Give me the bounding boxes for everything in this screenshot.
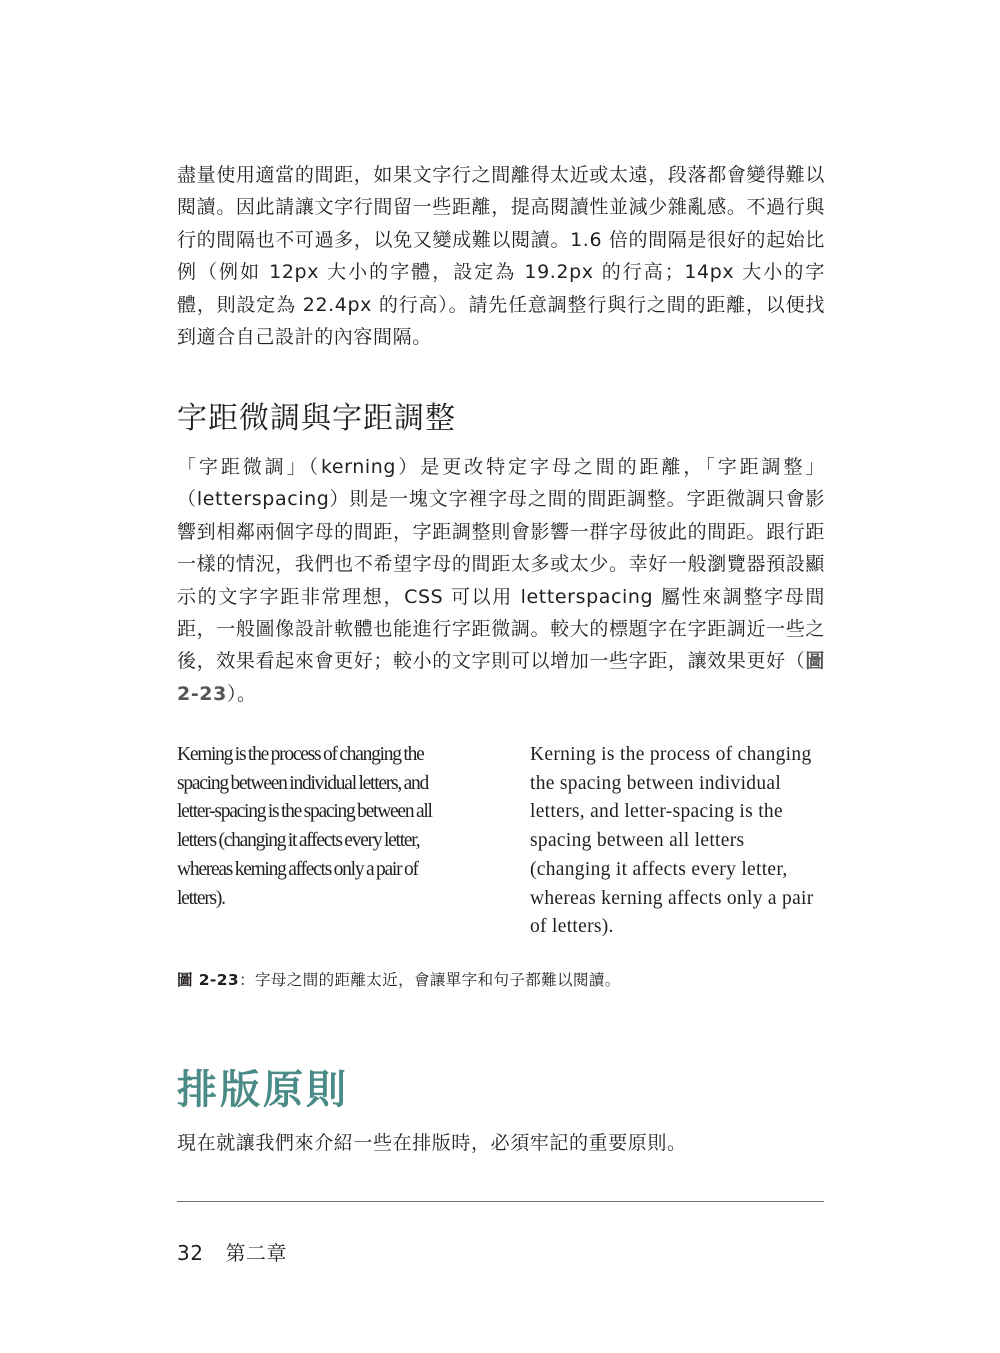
- section-heading: 字距微調與字距調整: [177, 401, 456, 436]
- tight-spacing-sample: Kerning is the process of changing the spacing between individual letters, and letter-spacing is the spacing between all letters (changing it affects every letter, whereas kerning affects only a pair of letters).: [177, 744, 432, 909]
- page-footer: [177, 1237, 287, 1266]
- footer-divider: [177, 1201, 824, 1202]
- figure-caption: [177, 968, 621, 990]
- figure-reference: 圖 2-23: [177, 650, 825, 705]
- kerning-paragraph: [177, 451, 825, 710]
- caption-label: 圖 2-23: [177, 971, 240, 989]
- caption-text: ：字母之間的距離太近，會讓單字和句子都難以閱讀。: [239, 971, 621, 989]
- kerning-paragraph-end: ）。: [226, 682, 257, 705]
- intro-paragraph: 盡量使用適當的間距，如果文字行之間離得太近或太遠，段落都會變得難以閱讀。因此請讓文字行間留一些距離，提高閱讀性並減少雜亂感。不過行與行的間隔也不可過多，以免又變成難以閱讀。1.6 倍的間隔是很好的起始比例（例如 12px 大小的字體，設定為 19.2px 的行高；14px 大小的字體，則設定為 22.4px 的行高）。請先任意調整行與行之間的距離，以便找到適合自己設計的內容間隔。: [177, 164, 825, 349]
- page-number: 32: [177, 1241, 204, 1265]
- chapter-section-heading: 排版原則: [177, 1067, 349, 1113]
- chapter-label: 第二章: [225, 1241, 287, 1265]
- normal-spacing-sample: Kerning is the process of changing the spacing between individual letters, and letter-spacing is the spacing between all letters (changing it affects every letter, whereas kerning affects only a pair of letters).: [530, 744, 814, 938]
- chapter-section-intro: 現在就讓我們來介紹一些在排版時，必須牢記的重要原則。: [177, 1132, 687, 1154]
- kerning-paragraph-text: 「字距微調」（kerning）是更改特定字母之間的距離，「字距調整」（letterspacing）則是一塊文字裡字母之間的間距調整。字距微調只會影響到相鄰兩個字母的間距，字距調整則會影響一群字母彼此的間距。跟行距一樣的情況，我們也不希望字母的間距太多或太少。幸好一般瀏覽器預設顯示的文字字距非常理想，CSS 可以用 letterspacing 屬性來調整字母間距，一般圖像設計軟體也能進行字距微調。較大的標題字在字距調近一些之後，效果看起來會更好；較小的文字則可以增加一些字距，讓效果更好（: [177, 456, 825, 673]
